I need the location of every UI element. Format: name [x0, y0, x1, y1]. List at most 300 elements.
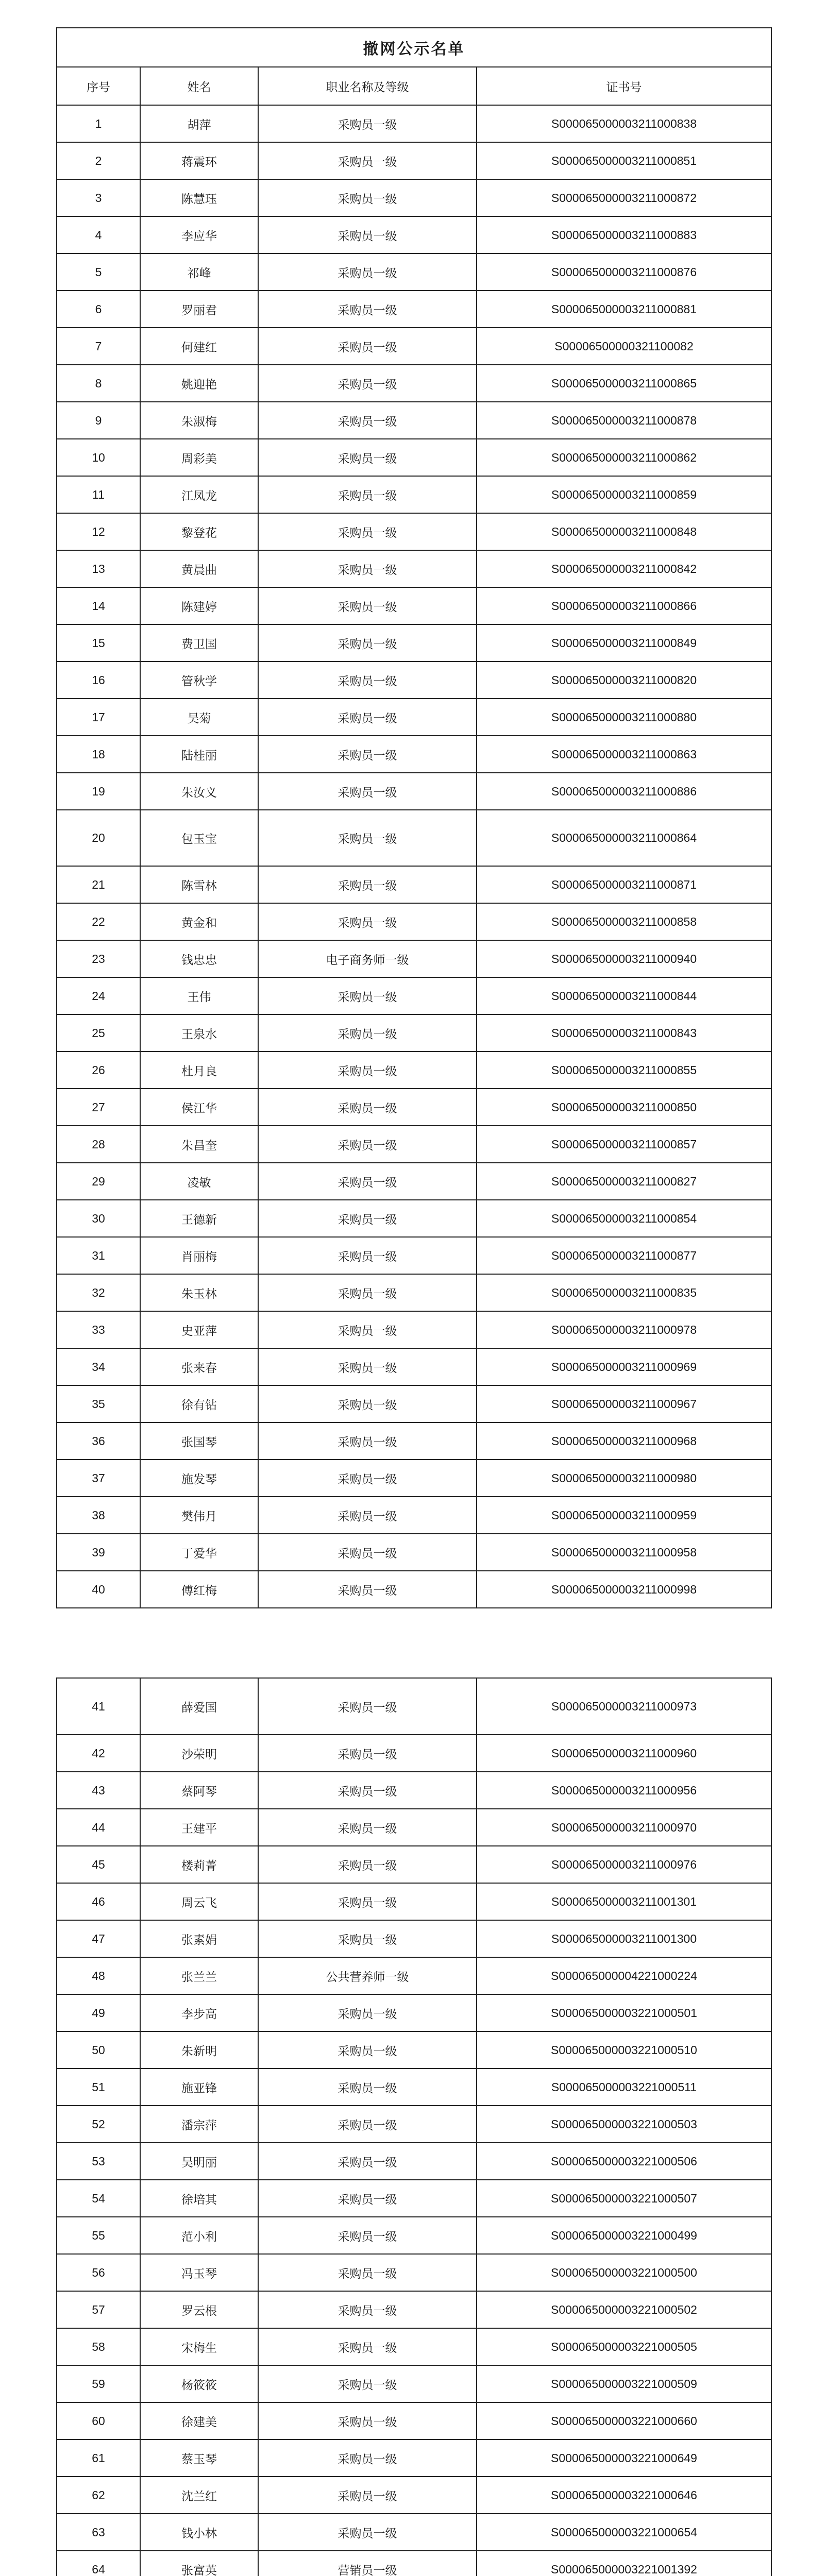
table-row: [57, 1920, 771, 1957]
cell-certificate: S000065000003211000866: [477, 587, 771, 624]
cell-certificate: S000065000003211000998: [477, 1571, 771, 1608]
cell-certificate: S000065000003211000956: [477, 1772, 771, 1809]
cell-name: 徐建美: [140, 2402, 258, 2439]
cell-occupation: 采购员一级: [258, 2365, 477, 2402]
cell-certificate: S00006500000321100082: [477, 328, 771, 365]
cell-certificate: S000065000003221000505: [477, 2328, 771, 2365]
cell-index: 10: [57, 439, 140, 476]
cell-certificate: S000065000003211000857: [477, 1126, 771, 1163]
cell-name: 沙荣明: [140, 1735, 258, 1772]
table-row: [57, 1571, 771, 1608]
cell-occupation: 采购员一级: [258, 1883, 477, 1920]
table-row: [57, 1809, 771, 1846]
cell-certificate: S000065000003211000970: [477, 1809, 771, 1846]
cell-occupation: 采购员一级: [258, 1920, 477, 1957]
cell-index: 60: [57, 2402, 140, 2439]
cell-name: 肖丽梅: [140, 1237, 258, 1274]
cell-index: 19: [57, 773, 140, 810]
cell-occupation: 采购员一级: [258, 662, 477, 699]
table-row: [57, 142, 771, 179]
cell-name: 潘宗萍: [140, 2106, 258, 2143]
cell-certificate: S000065000003211000877: [477, 1237, 771, 1274]
cell-certificate: S000065000003211000850: [477, 1089, 771, 1126]
cell-certificate: S000065000003211000940: [477, 940, 771, 977]
table-row: [57, 2254, 771, 2291]
cell-occupation: 采购员一级: [258, 476, 477, 513]
cell-index: 29: [57, 1163, 140, 1200]
cell-name: 施发琴: [140, 1460, 258, 1497]
cell-occupation: 采购员一级: [258, 2254, 477, 2291]
cell-index: 22: [57, 903, 140, 940]
table-row: [57, 439, 771, 476]
cell-occupation: 采购员一级: [258, 1163, 477, 1200]
table-row: [57, 402, 771, 439]
cell-name: 薛爱国: [140, 1678, 258, 1735]
cell-certificate: S000065000003211000878: [477, 402, 771, 439]
table-row: [57, 1274, 771, 1311]
cell-occupation: 采购员一级: [258, 2217, 477, 2254]
cell-index: 15: [57, 624, 140, 662]
cell-occupation: 采购员一级: [258, 2143, 477, 2180]
cell-certificate: S000065000003211000967: [477, 1385, 771, 1422]
table-row: [57, 1534, 771, 1571]
cell-index: 37: [57, 1460, 140, 1497]
cell-certificate: S000065000003211000871: [477, 866, 771, 903]
cell-certificate: S000065000003211000854: [477, 1200, 771, 1237]
cell-occupation: 采购员一级: [258, 1735, 477, 1772]
cell-index: 11: [57, 476, 140, 513]
table-row: [57, 2514, 771, 2551]
cell-certificate: S000065000003211000980: [477, 1460, 771, 1497]
cell-name: 施亚锋: [140, 2069, 258, 2106]
roster-table-part-1: [56, 27, 772, 1608]
cell-index: 1: [57, 105, 140, 142]
cell-certificate: S000065000003211000876: [477, 253, 771, 291]
cell-certificate: S000065000003211000849: [477, 624, 771, 662]
cell-occupation: 采购员一级: [258, 977, 477, 1014]
cell-name: 沈兰红: [140, 2477, 258, 2514]
cell-occupation: 采购员一级: [258, 1809, 477, 1846]
table-row: [57, 2291, 771, 2328]
cell-occupation: 采购员一级: [258, 513, 477, 550]
cell-name: 李步高: [140, 1994, 258, 2031]
cell-occupation: 电子商务师一级: [258, 940, 477, 977]
cell-certificate: S000065000003221000510: [477, 2031, 771, 2069]
header-row: [57, 67, 771, 105]
table-row: [57, 1883, 771, 1920]
cell-occupation: 采购员一级: [258, 253, 477, 291]
cell-certificate: S000065000003221000509: [477, 2365, 771, 2402]
table-row: [57, 587, 771, 624]
cell-name: 朱玉林: [140, 1274, 258, 1311]
table-row: [57, 1126, 771, 1163]
cell-index: 32: [57, 1274, 140, 1311]
table-title: 撤网公示名单: [57, 28, 771, 67]
cell-index: 59: [57, 2365, 140, 2402]
cell-index: 28: [57, 1126, 140, 1163]
table-row: [57, 736, 771, 773]
cell-occupation: 采购员一级: [258, 1497, 477, 1534]
table-row: [57, 2551, 771, 2576]
cell-index: 7: [57, 328, 140, 365]
table-row: [57, 1422, 771, 1460]
cell-occupation: 采购员一级: [258, 328, 477, 365]
roster-body-part-2: [57, 1678, 771, 2576]
cell-occupation: 采购员一级: [258, 903, 477, 940]
table-row: [57, 810, 771, 866]
cell-occupation: 采购员一级: [258, 1348, 477, 1385]
cell-certificate: S000065000003221000511: [477, 2069, 771, 2106]
cell-index: 23: [57, 940, 140, 977]
cell-name: 吴明丽: [140, 2143, 258, 2180]
table-row: [57, 1311, 771, 1348]
cell-occupation: 采购员一级: [258, 365, 477, 402]
cell-occupation: 采购员一级: [258, 2439, 477, 2477]
table-row: [57, 977, 771, 1014]
cell-name: 李应华: [140, 216, 258, 253]
cell-index: 27: [57, 1089, 140, 1126]
cell-occupation: 采购员一级: [258, 699, 477, 736]
table-row: [57, 253, 771, 291]
cell-occupation: 采购员一级: [258, 773, 477, 810]
cell-name: 史亚萍: [140, 1311, 258, 1348]
table-row: [57, 1348, 771, 1385]
table-row: [57, 1846, 771, 1883]
cell-certificate: S000065000003221000499: [477, 2217, 771, 2254]
cell-name: 王建平: [140, 1809, 258, 1846]
table-row: [57, 328, 771, 365]
cell-name: 祁峰: [140, 253, 258, 291]
cell-index: 30: [57, 1200, 140, 1237]
cell-name: 傅红梅: [140, 1571, 258, 1608]
title-row: [57, 28, 771, 67]
cell-index: 40: [57, 1571, 140, 1608]
cell-certificate: S000065000003211001301: [477, 1883, 771, 1920]
table-row: [57, 1994, 771, 2031]
table-row: [57, 216, 771, 253]
table-row: [57, 1052, 771, 1089]
cell-certificate: S000065000003211001300: [477, 1920, 771, 1957]
table-row: [57, 699, 771, 736]
table-row: [57, 1735, 771, 1772]
cell-index: 26: [57, 1052, 140, 1089]
table-row: [57, 773, 771, 810]
roster-table-part-2: [56, 1677, 772, 2576]
cell-occupation: 采购员一级: [258, 1678, 477, 1735]
cell-occupation: 采购员一级: [258, 1014, 477, 1052]
cell-index: 48: [57, 1957, 140, 1994]
cell-occupation: 采购员一级: [258, 1089, 477, 1126]
cell-certificate: S000065000003211000958: [477, 1534, 771, 1571]
cell-certificate: S000065000003211000960: [477, 1735, 771, 1772]
cell-certificate: S000065000003211000959: [477, 1497, 771, 1534]
cell-occupation: 采购员一级: [258, 1460, 477, 1497]
cell-certificate: S000065000003221000502: [477, 2291, 771, 2328]
table-row: [57, 365, 771, 402]
cell-index: 18: [57, 736, 140, 773]
table-row: [57, 1200, 771, 1237]
cell-occupation: 采购员一级: [258, 1274, 477, 1311]
cell-index: 6: [57, 291, 140, 328]
cell-name: 吴菊: [140, 699, 258, 736]
table-row: [57, 1089, 771, 1126]
cell-occupation: 采购员一级: [258, 587, 477, 624]
cell-index: 8: [57, 365, 140, 402]
cell-index: 21: [57, 866, 140, 903]
cell-occupation: 采购员一级: [258, 2106, 477, 2143]
cell-occupation: 营销员一级: [258, 2551, 477, 2576]
cell-occupation: 采购员一级: [258, 105, 477, 142]
cell-name: 罗云根: [140, 2291, 258, 2328]
cell-certificate: S000065000003221000649: [477, 2439, 771, 2477]
cell-name: 陈慧珏: [140, 179, 258, 216]
cell-index: 63: [57, 2514, 140, 2551]
cell-name: 陆桂丽: [140, 736, 258, 773]
cell-certificate: S000065000003211000827: [477, 1163, 771, 1200]
cell-occupation: 采购员一级: [258, 439, 477, 476]
table-row: [57, 1385, 771, 1422]
cell-occupation: 采购员一级: [258, 2402, 477, 2439]
cell-name: 陈建婷: [140, 587, 258, 624]
cell-certificate: S000065000003211000859: [477, 476, 771, 513]
cell-index: 2: [57, 142, 140, 179]
cell-certificate: S000065000003211000969: [477, 1348, 771, 1385]
cell-index: 16: [57, 662, 140, 699]
cell-certificate: S000065000003211000820: [477, 662, 771, 699]
cell-index: 31: [57, 1237, 140, 1274]
cell-index: 17: [57, 699, 140, 736]
cell-name: 周云飞: [140, 1883, 258, 1920]
table-row: [57, 2217, 771, 2254]
cell-name: 张素娟: [140, 1920, 258, 1957]
cell-certificate: S000065000003211000886: [477, 773, 771, 810]
cell-occupation: 采购员一级: [258, 1994, 477, 2031]
table-row: [57, 866, 771, 903]
cell-occupation: 采购员一级: [258, 142, 477, 179]
cell-name: 朱新明: [140, 2031, 258, 2069]
cell-certificate: S000065000003211000844: [477, 977, 771, 1014]
cell-name: 范小利: [140, 2217, 258, 2254]
cell-name: 何建红: [140, 328, 258, 365]
cell-occupation: 采购员一级: [258, 179, 477, 216]
cell-name: 张富英: [140, 2551, 258, 2576]
table-row: [57, 1163, 771, 1200]
cell-index: 34: [57, 1348, 140, 1385]
cell-name: 钱忠忠: [140, 940, 258, 977]
table-row: [57, 1014, 771, 1052]
cell-name: 王伟: [140, 977, 258, 1014]
cell-certificate: S000065000003211000838: [477, 105, 771, 142]
cell-occupation: 采购员一级: [258, 1534, 477, 1571]
cell-index: 3: [57, 179, 140, 216]
cell-certificate: S000065000003211000855: [477, 1052, 771, 1089]
table-row: [57, 1678, 771, 1735]
header-occupation: 职业名称及等级: [258, 67, 477, 105]
cell-name: 杨筱筱: [140, 2365, 258, 2402]
cell-name: 黄金和: [140, 903, 258, 940]
table-row: [57, 2106, 771, 2143]
cell-name: 蔡玉琴: [140, 2439, 258, 2477]
header-index: 序号: [57, 67, 140, 105]
cell-index: 54: [57, 2180, 140, 2217]
cell-certificate: S000065000003211000863: [477, 736, 771, 773]
cell-occupation: 采购员一级: [258, 2477, 477, 2514]
cell-index: 46: [57, 1883, 140, 1920]
cell-certificate: S000065000003211000973: [477, 1678, 771, 1735]
cell-name: 樊伟月: [140, 1497, 258, 1534]
table-row: [57, 291, 771, 328]
table-row: [57, 1460, 771, 1497]
table-row: [57, 1957, 771, 1994]
cell-name: 张国琴: [140, 1422, 258, 1460]
cell-name: 蒋震环: [140, 142, 258, 179]
roster-body-part-1: [57, 28, 771, 1608]
cell-certificate: S000065000003221000654: [477, 2514, 771, 2551]
table-row: [57, 2439, 771, 2477]
cell-certificate: S000065000003211000880: [477, 699, 771, 736]
cell-certificate: S000065000003211000968: [477, 1422, 771, 1460]
cell-certificate: S000065000003211000858: [477, 903, 771, 940]
cell-occupation: 采购员一级: [258, 736, 477, 773]
cell-name: 徐有钻: [140, 1385, 258, 1422]
cell-certificate: S000065000003211000865: [477, 365, 771, 402]
table-row: [57, 903, 771, 940]
cell-occupation: 采购员一级: [258, 216, 477, 253]
table-row: [57, 940, 771, 977]
cell-certificate: S000065000003211000883: [477, 216, 771, 253]
table-row: [57, 550, 771, 587]
header-certificate: 证书号: [477, 67, 771, 105]
table-row: [57, 624, 771, 662]
cell-certificate: S000065000003211000843: [477, 1014, 771, 1052]
cell-index: 33: [57, 1311, 140, 1348]
cell-index: 57: [57, 2291, 140, 2328]
cell-name: 杜月良: [140, 1052, 258, 1089]
cell-certificate: S000065000003211000872: [477, 179, 771, 216]
cell-certificate: S000065000003221000500: [477, 2254, 771, 2291]
cell-index: 45: [57, 1846, 140, 1883]
cell-occupation: 采购员一级: [258, 291, 477, 328]
table-row: [57, 2069, 771, 2106]
cell-name: 钱小林: [140, 2514, 258, 2551]
cell-index: 41: [57, 1678, 140, 1735]
cell-index: 55: [57, 2217, 140, 2254]
cell-index: 14: [57, 587, 140, 624]
cell-name: 姚迎艳: [140, 365, 258, 402]
cell-name: 王泉水: [140, 1014, 258, 1052]
cell-index: 51: [57, 2069, 140, 2106]
cell-occupation: 采购员一级: [258, 550, 477, 587]
table-row: [57, 2180, 771, 2217]
cell-index: 20: [57, 810, 140, 866]
cell-certificate: S000065000003211000851: [477, 142, 771, 179]
cell-certificate: S000065000003221000646: [477, 2477, 771, 2514]
cell-index: 4: [57, 216, 140, 253]
cell-index: 13: [57, 550, 140, 587]
cell-certificate: S000065000003221000501: [477, 1994, 771, 2031]
cell-index: 56: [57, 2254, 140, 2291]
table-row: [57, 1772, 771, 1809]
cell-occupation: 采购员一级: [258, 866, 477, 903]
cell-certificate: S000065000003221000507: [477, 2180, 771, 2217]
cell-name: 张兰兰: [140, 1957, 258, 1994]
cell-name: 徐培其: [140, 2180, 258, 2217]
table-row: [57, 662, 771, 699]
table-row: [57, 2477, 771, 2514]
cell-occupation: 采购员一级: [258, 1126, 477, 1163]
cell-index: 62: [57, 2477, 140, 2514]
cell-occupation: 采购员一级: [258, 1846, 477, 1883]
cell-index: 43: [57, 1772, 140, 1809]
cell-occupation: 采购员一级: [258, 1237, 477, 1274]
header-name: 姓名: [140, 67, 258, 105]
cell-occupation: 采购员一级: [258, 1052, 477, 1089]
cell-certificate: S000065000003211000848: [477, 513, 771, 550]
cell-index: 53: [57, 2143, 140, 2180]
cell-index: 61: [57, 2439, 140, 2477]
cell-index: 25: [57, 1014, 140, 1052]
cell-index: 49: [57, 1994, 140, 2031]
cell-occupation: 采购员一级: [258, 2291, 477, 2328]
cell-name: 黄晨曲: [140, 550, 258, 587]
table-row: [57, 476, 771, 513]
cell-name: 蔡阿琴: [140, 1772, 258, 1809]
cell-index: 58: [57, 2328, 140, 2365]
cell-index: 36: [57, 1422, 140, 1460]
table-row: [57, 2031, 771, 2069]
cell-occupation: 采购员一级: [258, 2514, 477, 2551]
cell-occupation: 采购员一级: [258, 1200, 477, 1237]
cell-certificate: S000065000003211000835: [477, 1274, 771, 1311]
cell-index: 9: [57, 402, 140, 439]
cell-name: 宋梅生: [140, 2328, 258, 2365]
cell-index: 38: [57, 1497, 140, 1534]
cell-occupation: 采购员一级: [258, 624, 477, 662]
cell-index: 24: [57, 977, 140, 1014]
cell-occupation: 采购员一级: [258, 1422, 477, 1460]
cell-occupation: 采购员一级: [258, 402, 477, 439]
cell-certificate: S000065000003211000862: [477, 439, 771, 476]
cell-certificate: S000065000003221001392: [477, 2551, 771, 2576]
cell-name: 黎登花: [140, 513, 258, 550]
cell-index: 47: [57, 1920, 140, 1957]
cell-occupation: 采购员一级: [258, 810, 477, 866]
cell-occupation: 采购员一级: [258, 1311, 477, 1348]
cell-name: 朱汝义: [140, 773, 258, 810]
cell-name: 楼莉菁: [140, 1846, 258, 1883]
table-row: [57, 1497, 771, 1534]
table-row: [57, 105, 771, 142]
cell-name: 包玉宝: [140, 810, 258, 866]
cell-index: 12: [57, 513, 140, 550]
cell-name: 张来春: [140, 1348, 258, 1385]
cell-index: 35: [57, 1385, 140, 1422]
cell-certificate: S000065000003221000503: [477, 2106, 771, 2143]
cell-occupation: 采购员一级: [258, 1385, 477, 1422]
cell-occupation: 采购员一级: [258, 1772, 477, 1809]
cell-name: 江凤龙: [140, 476, 258, 513]
cell-index: 39: [57, 1534, 140, 1571]
cell-name: 侯江华: [140, 1089, 258, 1126]
cell-name: 费卫国: [140, 624, 258, 662]
cell-occupation: 公共营养师一级: [258, 1957, 477, 1994]
cell-certificate: S000065000003211000978: [477, 1311, 771, 1348]
cell-certificate: S000065000004221000224: [477, 1957, 771, 1994]
table-row: [57, 2402, 771, 2439]
cell-certificate: S000065000003221000660: [477, 2402, 771, 2439]
cell-index: 5: [57, 253, 140, 291]
cell-name: 朱昌奎: [140, 1126, 258, 1163]
